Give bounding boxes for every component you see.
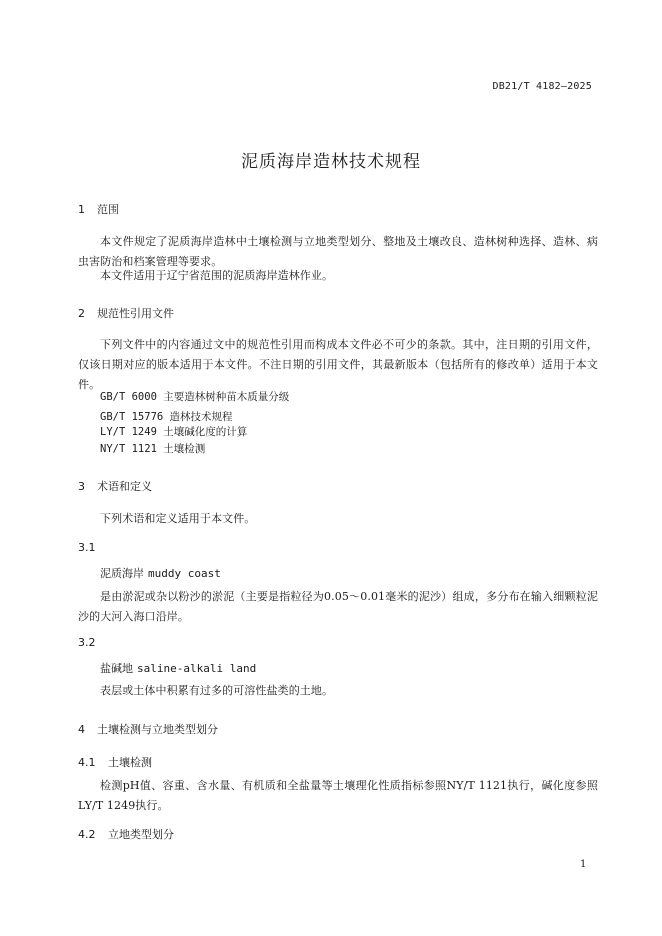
reference-item: NY/T 1121 土壤检测 [100, 443, 206, 455]
paragraph: 本文件规定了泥质海岸造林中土壤检测与立地类型划分、整地及土壤改良、造林树种选择、造林、病虫害防治和档案管理等要求。 [78, 235, 598, 268]
subsection-number: 4.2 [78, 828, 96, 841]
section-heading-1 [78, 201, 119, 217]
clause-number: 3.2 [78, 636, 96, 649]
clause-number: 3.1 [78, 541, 96, 554]
subsection-heading-4-1 [78, 754, 152, 770]
section-title: 土壤检测与立地类型划分 [97, 723, 218, 736]
section-number: 3 [78, 480, 85, 493]
document-title: 泥质海岸造林技术规程 [241, 152, 421, 172]
term-definition: 是由淤泥或杂以粉沙的淤泥（主要是指粒径为0.05～0.01毫米的泥沙）组成，多分布在输入细颗粒泥沙的大河入海口沿岸。 [78, 590, 598, 623]
paragraph: 下列术语和定义适用于本文件。 [100, 512, 256, 525]
term-chinese: 泥质海岸 [100, 567, 144, 580]
subsection-heading-4-2 [78, 826, 174, 842]
term-definition: 表层或土体中积累有过多的可溶性盐类的土地。 [100, 684, 334, 697]
section-number: 1 [78, 203, 85, 216]
reference-item: LY/T 1249 土壤碱化度的计算 [100, 426, 248, 438]
section-heading-4 [78, 721, 218, 737]
paragraph: 下列文件中的内容通过文中的规范性引用而构成本文件必不可少的条款。其中，注日期的引用文件，仅该日期对应的版本适用于本文件。不注日期的引用文件，其最新版本（包括所有的修改单）适用于本文件。 [78, 338, 598, 391]
section-title: 范围 [97, 203, 119, 216]
section-number: 2 [78, 307, 85, 320]
term-english: saline-alkali land [137, 662, 257, 675]
term-entry [100, 660, 256, 676]
section-number: 4 [78, 723, 85, 736]
term-english: muddy coast [148, 567, 221, 580]
standard-code: DB21/T 4182—2025 [492, 81, 592, 92]
subsection-title: 土壤检测 [108, 756, 152, 769]
subsection-number: 4.1 [78, 756, 96, 769]
reference-item: GB/T 15776 造林技术规程 [100, 411, 233, 423]
section-heading-2 [78, 305, 174, 321]
page-number: 1 [580, 859, 587, 870]
reference-item: GB/T 6000 主要造林树种苗木质量分级 [100, 391, 290, 403]
paragraph: 本文件适用于辽宁省范围的泥质海岸造林作业。 [100, 269, 334, 282]
subsection-title: 立地类型划分 [108, 828, 174, 841]
term-entry [100, 565, 221, 581]
term-chinese: 盐碱地 [100, 662, 133, 675]
section-title: 规范性引用文件 [97, 307, 174, 320]
section-heading-3 [78, 478, 152, 494]
section-title: 术语和定义 [97, 480, 152, 493]
paragraph: 检测pH值、容重、含水量、有机质和全盐量等土壤理化性质指标参照NY/T 1121执行，碱化度参照LY/T 1249执行。 [78, 779, 598, 812]
